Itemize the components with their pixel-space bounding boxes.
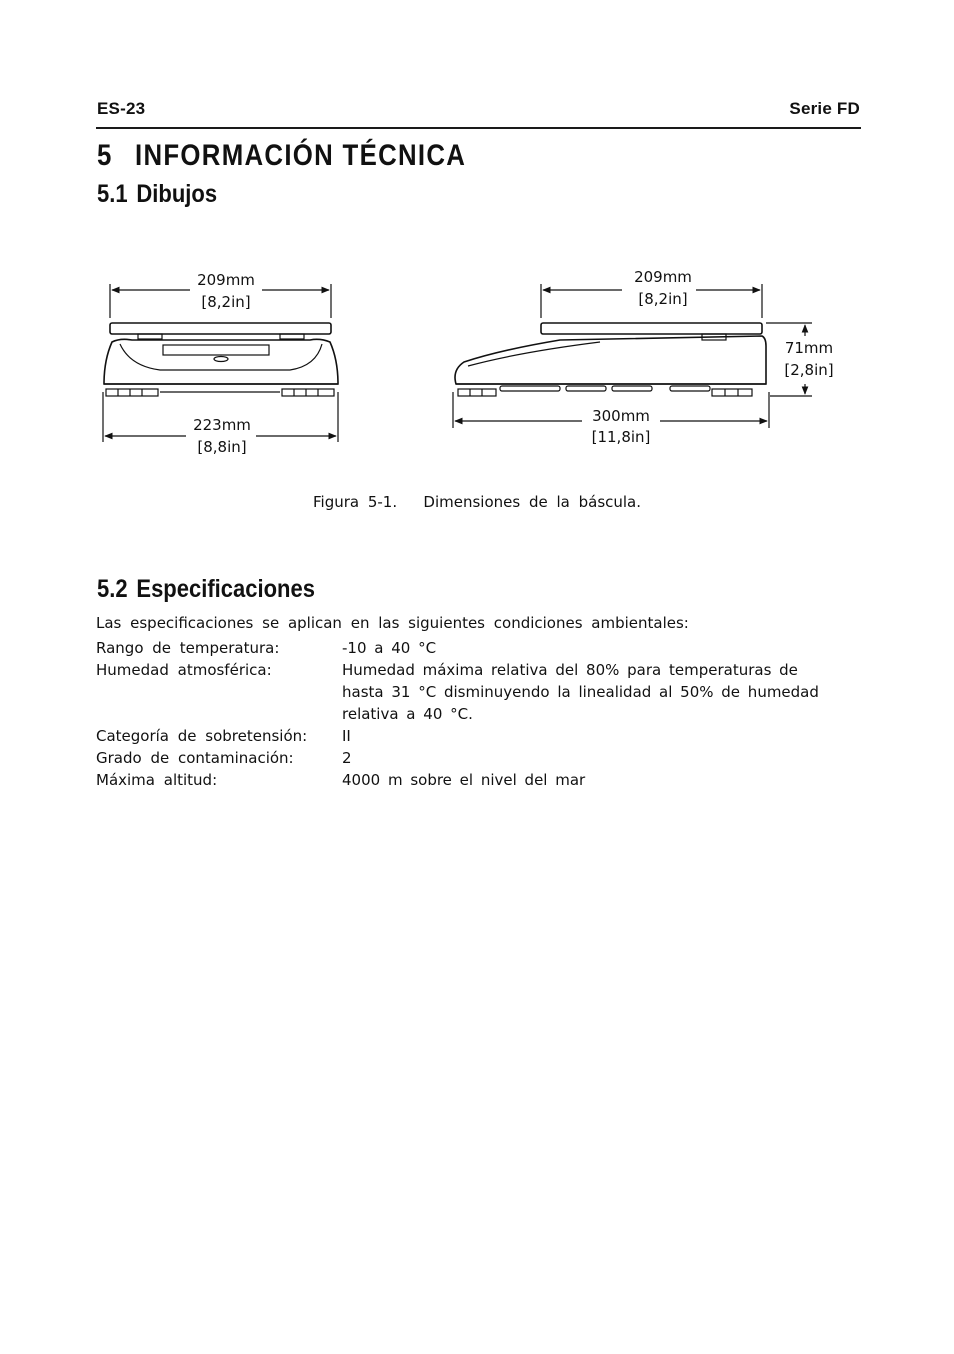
spec-label: Categoría de sobretensión: <box>96 727 308 745</box>
spec-label: Rango de temperatura: <box>96 639 280 657</box>
chapter-title-text: INFORMACIÓN TÉCNICA <box>135 139 467 172</box>
spec-value: -10 a 40 °C <box>342 639 437 657</box>
front-top-width: 209mm <box>197 271 255 289</box>
side-depth-in: [11,8in] <box>591 428 651 446</box>
page-number: ES-23 <box>97 99 146 118</box>
front-base-width-in: [8,8in] <box>197 438 247 456</box>
specs-intro: Las especificaciones se aplican en las siguientes condiciones ambientales: <box>96 614 689 632</box>
spec-value: Humedad máxima relativa del 80% para temperaturas de hasta 31 °C disminuyendo la linealidad al 50% de humedad relativa a 40 °C. <box>342 661 819 723</box>
section-number: 5.2 <box>97 575 128 603</box>
section-number: 5.1 <box>97 180 128 208</box>
side-height: 71mm <box>784 339 834 357</box>
spec-label: Humedad atmosférica: <box>96 661 272 679</box>
spec-value: 2 <box>342 749 352 767</box>
section-title-text: Dibujos <box>136 180 218 208</box>
spec-value: 4000 m sobre el nivel del mar <box>342 771 586 789</box>
scale-dimensions-drawing <box>0 0 954 500</box>
figure-caption: Figura 5-1. Dimensiones de la báscula. <box>312 493 642 511</box>
side-depth: 300mm <box>592 407 650 425</box>
chapter-number: 5 <box>97 139 113 172</box>
section-title-specifications <box>97 575 315 604</box>
front-base-width: 223mm <box>193 416 251 434</box>
side-height-in: [2,8in] <box>784 361 834 379</box>
side-top-width-in: [8,2in] <box>638 290 688 308</box>
spec-label: Máxima altitud: <box>96 771 218 789</box>
section-title-text: Especificaciones <box>136 575 315 603</box>
series-name: Serie FD <box>789 99 860 118</box>
spec-label: Grado de contaminación: <box>96 749 294 767</box>
side-top-width: 209mm <box>634 268 692 286</box>
spec-value: II <box>342 727 351 745</box>
front-top-width-in: [8,2in] <box>201 293 251 311</box>
